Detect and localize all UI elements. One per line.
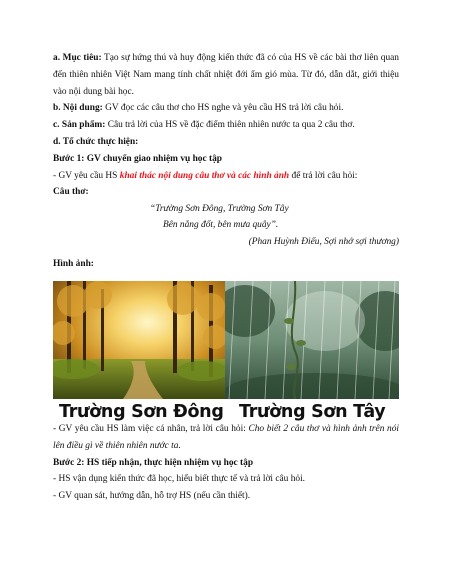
step1-post: để trả lời câu hỏi: (289, 170, 358, 181)
illustration-figure (53, 281, 399, 421)
poem-source: (Phan Huỳnh Điểu, Sợi nhớ sợi thương) (248, 237, 399, 248)
poem-line-1: “Trường Sơn Đông, Trường Sơn Tây (150, 204, 289, 215)
caption-east: Trường Sơn Đông (59, 401, 224, 422)
task-paragraph (53, 421, 399, 455)
images-heading: Hình ảnh: (53, 259, 94, 270)
product-label: c. Sản phẩm: (53, 120, 106, 131)
task-pre: - GV yêu cầu HS làm việc cá nhân, trả lời câu hỏi: (53, 423, 249, 434)
organization-heading: d. Tổ chức thực hiện: (53, 136, 139, 147)
objective-paragraph (53, 50, 399, 100)
step2-line-1: - HS vận dụng kiến thức đã học, hiểu biết thực tế và trả lời câu hỏi. (53, 474, 306, 485)
lesson-content (53, 50, 399, 505)
step2-title: Bước 2: HS tiếp nhận, thực hiện nhiệm vụ học tập (53, 457, 254, 468)
content-text: GV đọc các câu thơ cho HS nghe và yêu cầu HS trả lời câu hỏi. (102, 103, 344, 114)
rainy-forest-picture (225, 281, 399, 399)
objective-text: Tạo sự hứng thú và huy động kiến thức đã có của HS về các bài thơ liên quan đến thiên nhiên Việt Nam mang tính chất nhiệt đới ẩm gió mùa. Từ đó, dẫn dắt, giới thiệu vào nội dung bài học. (53, 53, 399, 97)
step1-title: Bước 1: GV chuyển giao nhiệm vụ học tập (53, 153, 222, 164)
rainy-forest-image (225, 281, 399, 399)
step1-pre: - GV yêu cầu HS (53, 170, 120, 181)
step1-highlight: khai thác nội dung câu thơ và các hình ảnh (119, 170, 290, 181)
step1-instruction (53, 168, 399, 185)
content-paragraph (53, 100, 399, 117)
sunny-forest-image (53, 281, 225, 399)
caption-west: Trường Sơn Tây (239, 401, 386, 422)
content-label: b. Nội dung: (53, 103, 103, 114)
step2-line-2: - GV quan sát, hướng dẫn, hỗ trợ HS (nếu cần thiết). (53, 491, 251, 502)
poem-heading: Câu thơ: (53, 187, 89, 198)
image-captions (53, 401, 399, 423)
task-question: Cho biết 2 câu thơ và hình ảnh trên nói lên điều gì về thiên nhiên nước ta. (53, 423, 400, 451)
sunny-forest-picture (53, 281, 225, 399)
poem-block (53, 201, 399, 256)
poem-line-2: Bên nắng đốt, bên mưa quây”. (163, 220, 279, 231)
objective-label: a. Mục tiêu: (53, 53, 102, 63)
product-text: Câu trả lời của HS về đặc điểm thiên nhiên nước ta qua 2 câu thơ. (105, 120, 355, 131)
product-paragraph (53, 117, 399, 134)
